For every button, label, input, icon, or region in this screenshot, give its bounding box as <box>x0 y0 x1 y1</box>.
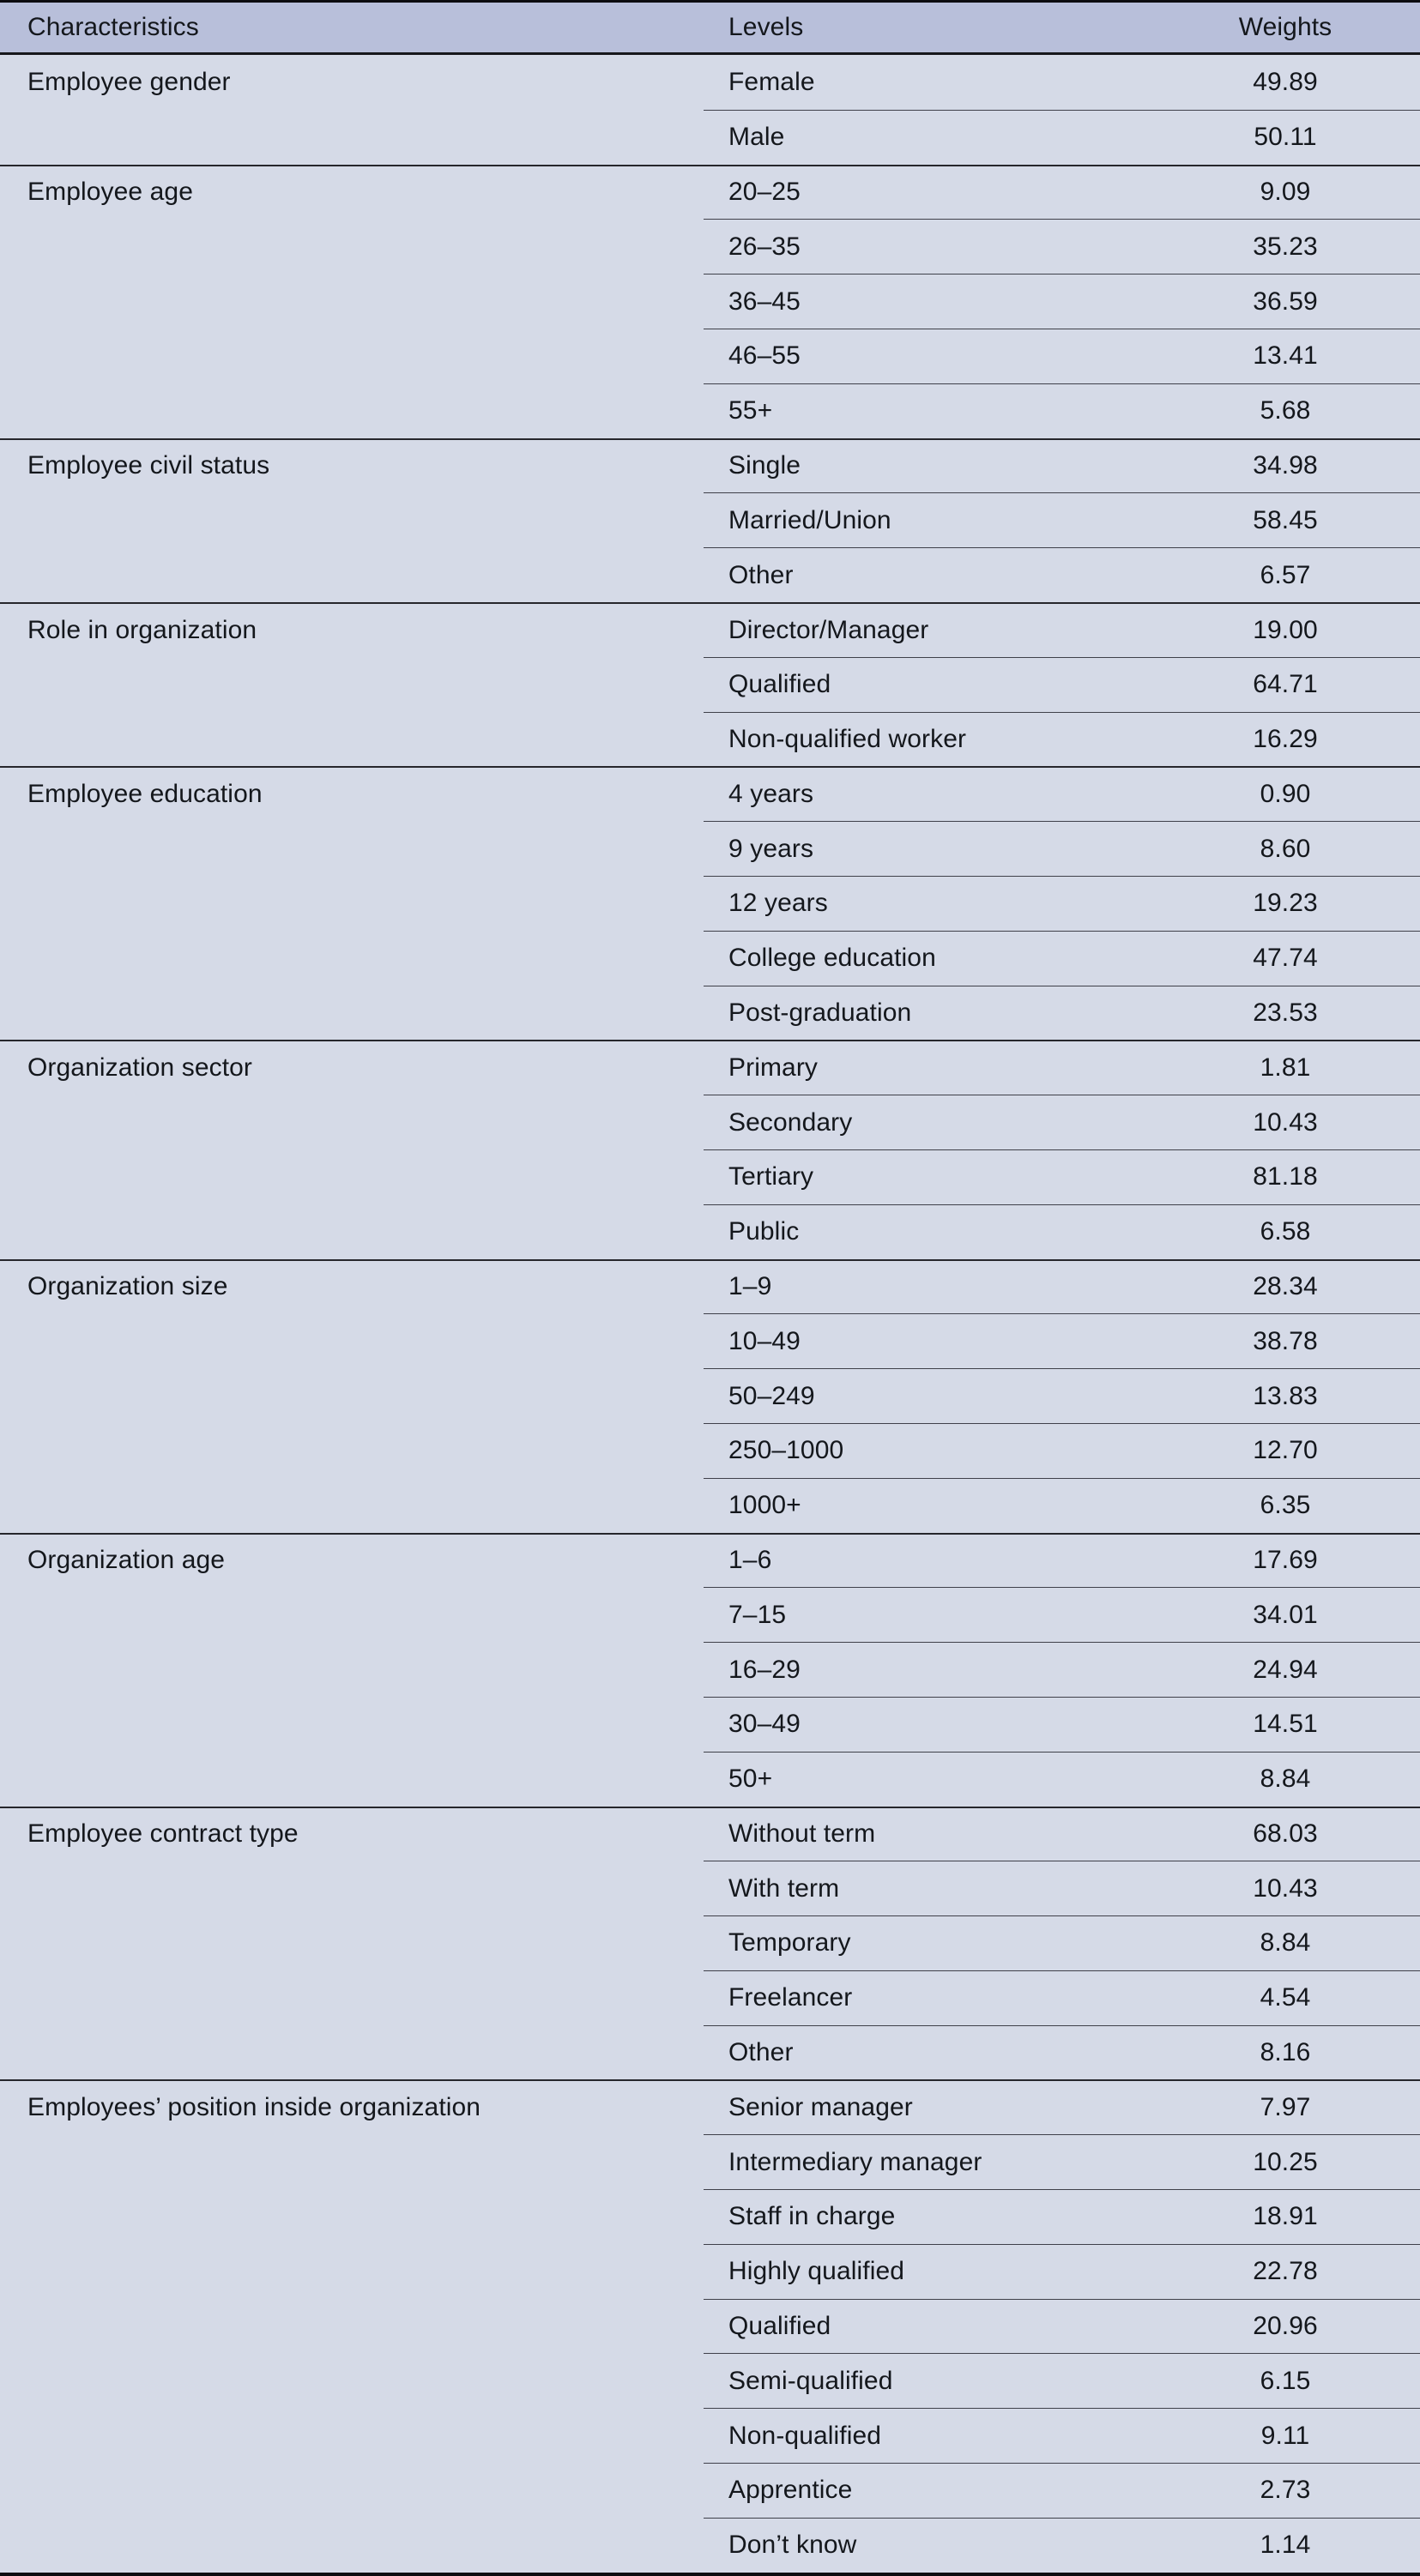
level-cell: 4 years <box>704 766 1156 821</box>
weight-cell: 8.84 <box>1156 1915 1420 1970</box>
level-cell: Semi-qualified <box>704 2353 1156 2408</box>
weight-cell: 13.41 <box>1156 329 1420 383</box>
weight-cell: 2.73 <box>1156 2463 1420 2518</box>
level-cell: 12 years <box>704 876 1156 931</box>
table-row <box>0 2408 1420 2463</box>
table-row <box>0 2079 1420 2134</box>
column-header-levels: Levels <box>728 13 804 41</box>
level-cell: Single <box>704 438 1156 493</box>
level-cell: Highly qualified <box>704 2244 1156 2299</box>
level-cell: 20–25 <box>704 165 1156 220</box>
level-cell: 30–49 <box>704 1697 1156 1752</box>
table-row <box>0 2299 1420 2354</box>
weight-cell: 1.81 <box>1156 1040 1420 1095</box>
level-cell: 9 years <box>704 821 1156 876</box>
weight-cell: 10.25 <box>1156 2134 1420 2189</box>
characteristic-cell: Organization age <box>0 1533 704 1588</box>
level-cell: Intermediary manager <box>704 2134 1156 2189</box>
level-cell: Freelancer <box>704 1970 1156 2025</box>
table-row <box>0 1095 1420 1149</box>
characteristic-cell <box>0 1642 704 1697</box>
weight-cell: 16.29 <box>1156 712 1420 767</box>
characteristic-cell: Organization sector <box>0 1040 704 1095</box>
table-row <box>0 1204 1420 1259</box>
level-cell: Without term <box>704 1807 1156 1861</box>
level-cell: 36–45 <box>704 274 1156 329</box>
characteristic-cell <box>0 2299 704 2354</box>
characteristic-cell <box>0 219 704 274</box>
weight-cell: 49.89 <box>1253 67 1318 96</box>
characteristic-cell <box>0 2518 704 2573</box>
table-row <box>0 438 1420 493</box>
table-row <box>0 1915 1420 1970</box>
characteristic-cell <box>0 274 704 329</box>
level-cell: 1000+ <box>704 1478 1156 1533</box>
table-body <box>0 55 1420 2573</box>
level-cell: Temporary <box>704 1915 1156 1970</box>
characteristic-cell <box>0 1313 704 1368</box>
level-cell: 26–35 <box>704 219 1156 274</box>
level-cell: Non-qualified <box>704 2408 1156 2463</box>
level-cell: Primary <box>704 1040 1156 1095</box>
weight-cell: 22.78 <box>1156 2244 1420 2299</box>
table-row <box>0 383 1420 438</box>
level-cell: 16–29 <box>704 1642 1156 1697</box>
weight-cell: 4.54 <box>1156 1970 1420 2025</box>
weight-cell: 50.11 <box>1156 110 1420 165</box>
weight-cell: 14.51 <box>1156 1697 1420 1752</box>
table-row <box>0 1697 1420 1752</box>
weight-cell: 24.94 <box>1156 1642 1420 1697</box>
weight-cell: 7.97 <box>1156 2079 1420 2134</box>
level-cell: Female <box>728 67 815 96</box>
characteristic-cell: Employees’ position inside organization <box>0 2079 704 2134</box>
level-cell: Apprentice <box>704 2463 1156 2518</box>
table-row <box>0 2189 1420 2244</box>
level-cell: 7–15 <box>704 1587 1156 1642</box>
weight-cell: 8.84 <box>1156 1752 1420 1807</box>
table-row <box>0 2353 1420 2408</box>
weight-cell: 34.98 <box>1156 438 1420 493</box>
characteristic-cell <box>0 2463 704 2518</box>
characteristic-cell <box>0 2408 704 2463</box>
weight-cell: 23.53 <box>1156 986 1420 1041</box>
weight-cell: 6.57 <box>1156 547 1420 602</box>
characteristic-cell: Employee age <box>0 165 704 220</box>
table-row <box>0 2134 1420 2189</box>
characteristic-cell <box>0 492 704 547</box>
table-row <box>0 1752 1420 1807</box>
weight-cell: 9.09 <box>1156 165 1420 220</box>
level-cell: Other <box>704 2025 1156 2080</box>
weight-cell: 5.68 <box>1156 383 1420 438</box>
characteristic-cell: Employee gender <box>27 67 231 96</box>
table-row <box>0 602 1420 657</box>
characteristic-cell: Role in organization <box>0 602 704 657</box>
weight-cell: 8.60 <box>1156 821 1420 876</box>
table-row <box>0 712 1420 767</box>
weight-cell: 12.70 <box>1156 1423 1420 1478</box>
weight-cell: 19.00 <box>1156 602 1420 657</box>
level-cell: Tertiary <box>704 1149 1156 1204</box>
characteristic-cell <box>0 1697 704 1752</box>
table-row <box>0 1259 1420 1314</box>
weight-cell: 81.18 <box>1156 1149 1420 1204</box>
level-cell: 46–55 <box>704 329 1156 383</box>
column-header-weights: Weights <box>1238 13 1332 41</box>
characteristic-cell <box>0 986 704 1041</box>
table-row <box>0 274 1420 329</box>
weight-cell: 58.45 <box>1156 492 1420 547</box>
column-header-characteristics: Characteristics <box>27 13 199 41</box>
table-row <box>0 492 1420 547</box>
level-cell: Staff in charge <box>704 2189 1156 2244</box>
weight-cell: 6.35 <box>1156 1478 1420 1533</box>
characteristic-cell <box>0 1478 704 1533</box>
level-cell: 50+ <box>704 1752 1156 1807</box>
characteristic-cell <box>0 1095 704 1149</box>
weight-cell: 47.74 <box>1156 931 1420 986</box>
level-cell: With term <box>704 1861 1156 1915</box>
characteristic-cell <box>0 2353 704 2408</box>
characteristic-cell <box>0 329 704 383</box>
weight-cell: 13.83 <box>1156 1368 1420 1423</box>
table-row <box>0 1642 1420 1697</box>
weight-cell: 35.23 <box>1156 219 1420 274</box>
characteristic-cell <box>0 2189 704 2244</box>
characteristic-cell: Organization size <box>0 1259 704 1314</box>
characteristic-cell: Employee education <box>0 766 704 821</box>
characteristic-cell <box>0 1204 704 1259</box>
characteristic-cell <box>0 1915 704 1970</box>
table-row <box>0 1423 1420 1478</box>
characteristic-cell <box>0 1752 704 1807</box>
weight-cell: 8.16 <box>1156 2025 1420 2080</box>
table-row <box>0 547 1420 602</box>
weight-cell: 34.01 <box>1156 1587 1420 1642</box>
characteristic-cell <box>0 1423 704 1478</box>
weight-cell: 64.71 <box>1156 657 1420 712</box>
table-row <box>0 55 1420 110</box>
characteristic-cell <box>0 1861 704 1915</box>
characteristic-cell <box>0 383 704 438</box>
table-row <box>0 1313 1420 1368</box>
characteristic-cell: Employee civil status <box>0 438 704 493</box>
table-row <box>0 110 1420 165</box>
characteristic-cell: Employee contract type <box>0 1807 704 1861</box>
table-row <box>0 1861 1420 1915</box>
level-cell: College education <box>704 931 1156 986</box>
level-cell: Director/Manager <box>704 602 1156 657</box>
characteristic-cell <box>0 931 704 986</box>
table-row <box>0 219 1420 274</box>
level-cell: Qualified <box>704 657 1156 712</box>
weight-cell: 1.14 <box>1156 2518 1420 2573</box>
weight-cell: 17.69 <box>1156 1533 1420 1588</box>
table-row <box>0 2244 1420 2299</box>
weight-cell: 9.11 <box>1156 2408 1420 2463</box>
characteristic-cell <box>0 712 704 767</box>
table-row <box>0 2025 1420 2080</box>
characteristic-cell <box>0 2025 704 2080</box>
level-cell: Don’t know <box>704 2518 1156 2573</box>
level-cell: Senior manager <box>704 2079 1156 2134</box>
level-cell: 55+ <box>704 383 1156 438</box>
table-row <box>0 2518 1420 2573</box>
weight-cell: 28.34 <box>1156 1259 1420 1314</box>
level-cell: Post-graduation <box>704 986 1156 1041</box>
characteristic-cell <box>0 821 704 876</box>
level-cell: 10–49 <box>704 1313 1156 1368</box>
table-row <box>0 1040 1420 1095</box>
weight-cell: 38.78 <box>1156 1313 1420 1368</box>
table-row <box>0 821 1420 876</box>
characteristic-cell <box>0 547 704 602</box>
characteristic-cell <box>0 2134 704 2189</box>
characteristic-cell <box>0 1970 704 2025</box>
table-row <box>0 2463 1420 2518</box>
table-row <box>0 1478 1420 1533</box>
level-cell: Secondary <box>704 1095 1156 1149</box>
level-cell: Married/Union <box>704 492 1156 547</box>
table-row <box>0 876 1420 931</box>
characteristic-cell <box>0 657 704 712</box>
level-cell: Public <box>704 1204 1156 1259</box>
characteristic-cell <box>0 1587 704 1642</box>
weight-cell: 6.58 <box>1156 1204 1420 1259</box>
characteristic-cell <box>0 1368 704 1423</box>
table-header-row <box>0 3 1420 55</box>
table-row <box>0 766 1420 821</box>
level-cell: 1–6 <box>704 1533 1156 1588</box>
weight-cell: 6.15 <box>1156 2353 1420 2408</box>
characteristic-cell <box>0 2244 704 2299</box>
table-row <box>0 165 1420 220</box>
weight-cell: 19.23 <box>1156 876 1420 931</box>
table-row <box>0 1807 1420 1861</box>
weight-cell: 0.90 <box>1156 766 1420 821</box>
characteristic-cell <box>0 1149 704 1204</box>
table-row <box>0 1970 1420 2025</box>
weight-cell: 10.43 <box>1156 1095 1420 1149</box>
table-row <box>0 329 1420 383</box>
weight-cell: 68.03 <box>1156 1807 1420 1861</box>
table-row <box>0 931 1420 986</box>
table-row <box>0 1368 1420 1423</box>
table-row <box>0 1533 1420 1588</box>
level-cell: 50–249 <box>704 1368 1156 1423</box>
characteristic-cell <box>0 876 704 931</box>
level-cell: 250–1000 <box>704 1423 1156 1478</box>
level-cell: 1–9 <box>704 1259 1156 1314</box>
weight-cell: 36.59 <box>1156 274 1420 329</box>
level-cell: Non-qualified worker <box>704 712 1156 767</box>
level-cell: Qualified <box>704 2299 1156 2354</box>
weight-cell: 20.96 <box>1156 2299 1420 2354</box>
characteristic-cell <box>0 110 704 165</box>
weight-cell: 10.43 <box>1156 1861 1420 1915</box>
level-cell: Male <box>704 110 1156 165</box>
weight-cell: 18.91 <box>1156 2189 1420 2244</box>
table-row <box>0 986 1420 1041</box>
table-row <box>0 1587 1420 1642</box>
level-cell: Other <box>704 547 1156 602</box>
table-row <box>0 657 1420 712</box>
table-row <box>0 1149 1420 1204</box>
